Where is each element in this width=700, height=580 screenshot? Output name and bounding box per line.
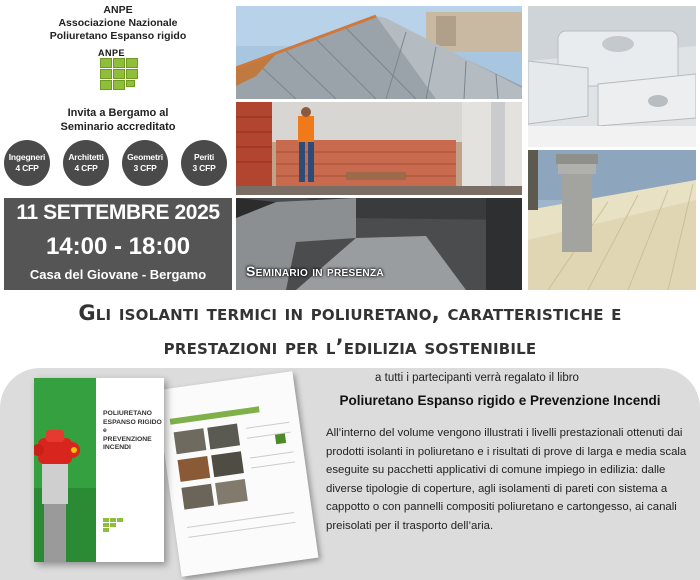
seminar-label: Seminario in presenza [246,263,384,279]
credit-role: Ingegneri [8,152,46,162]
book-open-pages [156,371,319,576]
org-name-line1: Associazione Nazionale [58,17,178,29]
event-date: 11 SETTEMBRE 2025 [16,201,220,224]
credit-cfp: 3 CFP [192,163,216,173]
credit-role: Periti [193,152,215,162]
roof-photo [236,6,522,99]
book-title-line: PREVENZIONE [103,435,152,443]
title-line2: prestazioni per l’edilizia sostenibile [163,335,537,359]
logo-text: ANPE [98,48,126,58]
page-title [0,296,700,364]
book-cover-title [103,410,163,453]
book-title-line: ESPANSO RIGIDO [103,418,162,426]
credit-cfp: 4 CFP [15,163,39,173]
credit-cfp: 3 CFP [133,163,157,173]
org-acronym: ANPE [103,4,133,16]
invite-line2: Seminario accreditato [60,121,176,133]
gift-intro: a tutti i partecipanti verrà regalato il libro [375,372,579,384]
roof-foam-photo [528,150,696,290]
credit-badge-ingegneri [4,140,50,186]
book-description: All’interno del volume vengono illustrati i livelli prestazionali ottenuti dai prodotti isolanti in poliuretano e i risultati di prove di larga e media scala eseguite su pacchetti applicativi di comune impiego in edilizia: dalle diverse tipologie di coperture, agli isolamenti di pareti con sistema a cappotto o con pannelli compositi poliuretano e cartongesso, ai canali preisolati per il trasporto dell’aria. [326,427,687,532]
credit-role: Geometri [127,152,163,162]
book-title-line: POLIURETANO [103,410,152,417]
book-anpe-logo [102,512,124,532]
event-time: 14:00 - 18:00 [45,233,191,260]
organization-header [0,4,236,43]
credit-badge-architetti [63,140,109,186]
gift-book-title: Poliuretano Espanso rigido e Prevenzione Incendi [339,393,661,408]
book-cover-art [34,378,96,562]
book-title-line: e [103,427,107,434]
credit-badge-periti [181,140,227,186]
event-venue: Casa del Giovane - Bergamo [29,267,207,282]
invite-line1: Invita a Bergamo al [67,107,169,119]
credit-badge-geometri [122,140,168,186]
org-name-line2: Poliuretano Espanso rigido [49,30,187,42]
invite-text [0,106,236,134]
credit-cfp: 4 CFP [74,163,98,173]
credits-row [4,140,234,188]
wall-insulation-photo [236,102,522,195]
duct-photo [528,6,696,147]
title-line1: Gli isolanti termici in poliuretano, caratteristiche e [78,301,622,325]
book-title-line: INCENDI [103,444,131,451]
event-date-box [4,198,232,290]
credit-role: Architetti [68,152,104,162]
anpe-logo [96,48,144,94]
